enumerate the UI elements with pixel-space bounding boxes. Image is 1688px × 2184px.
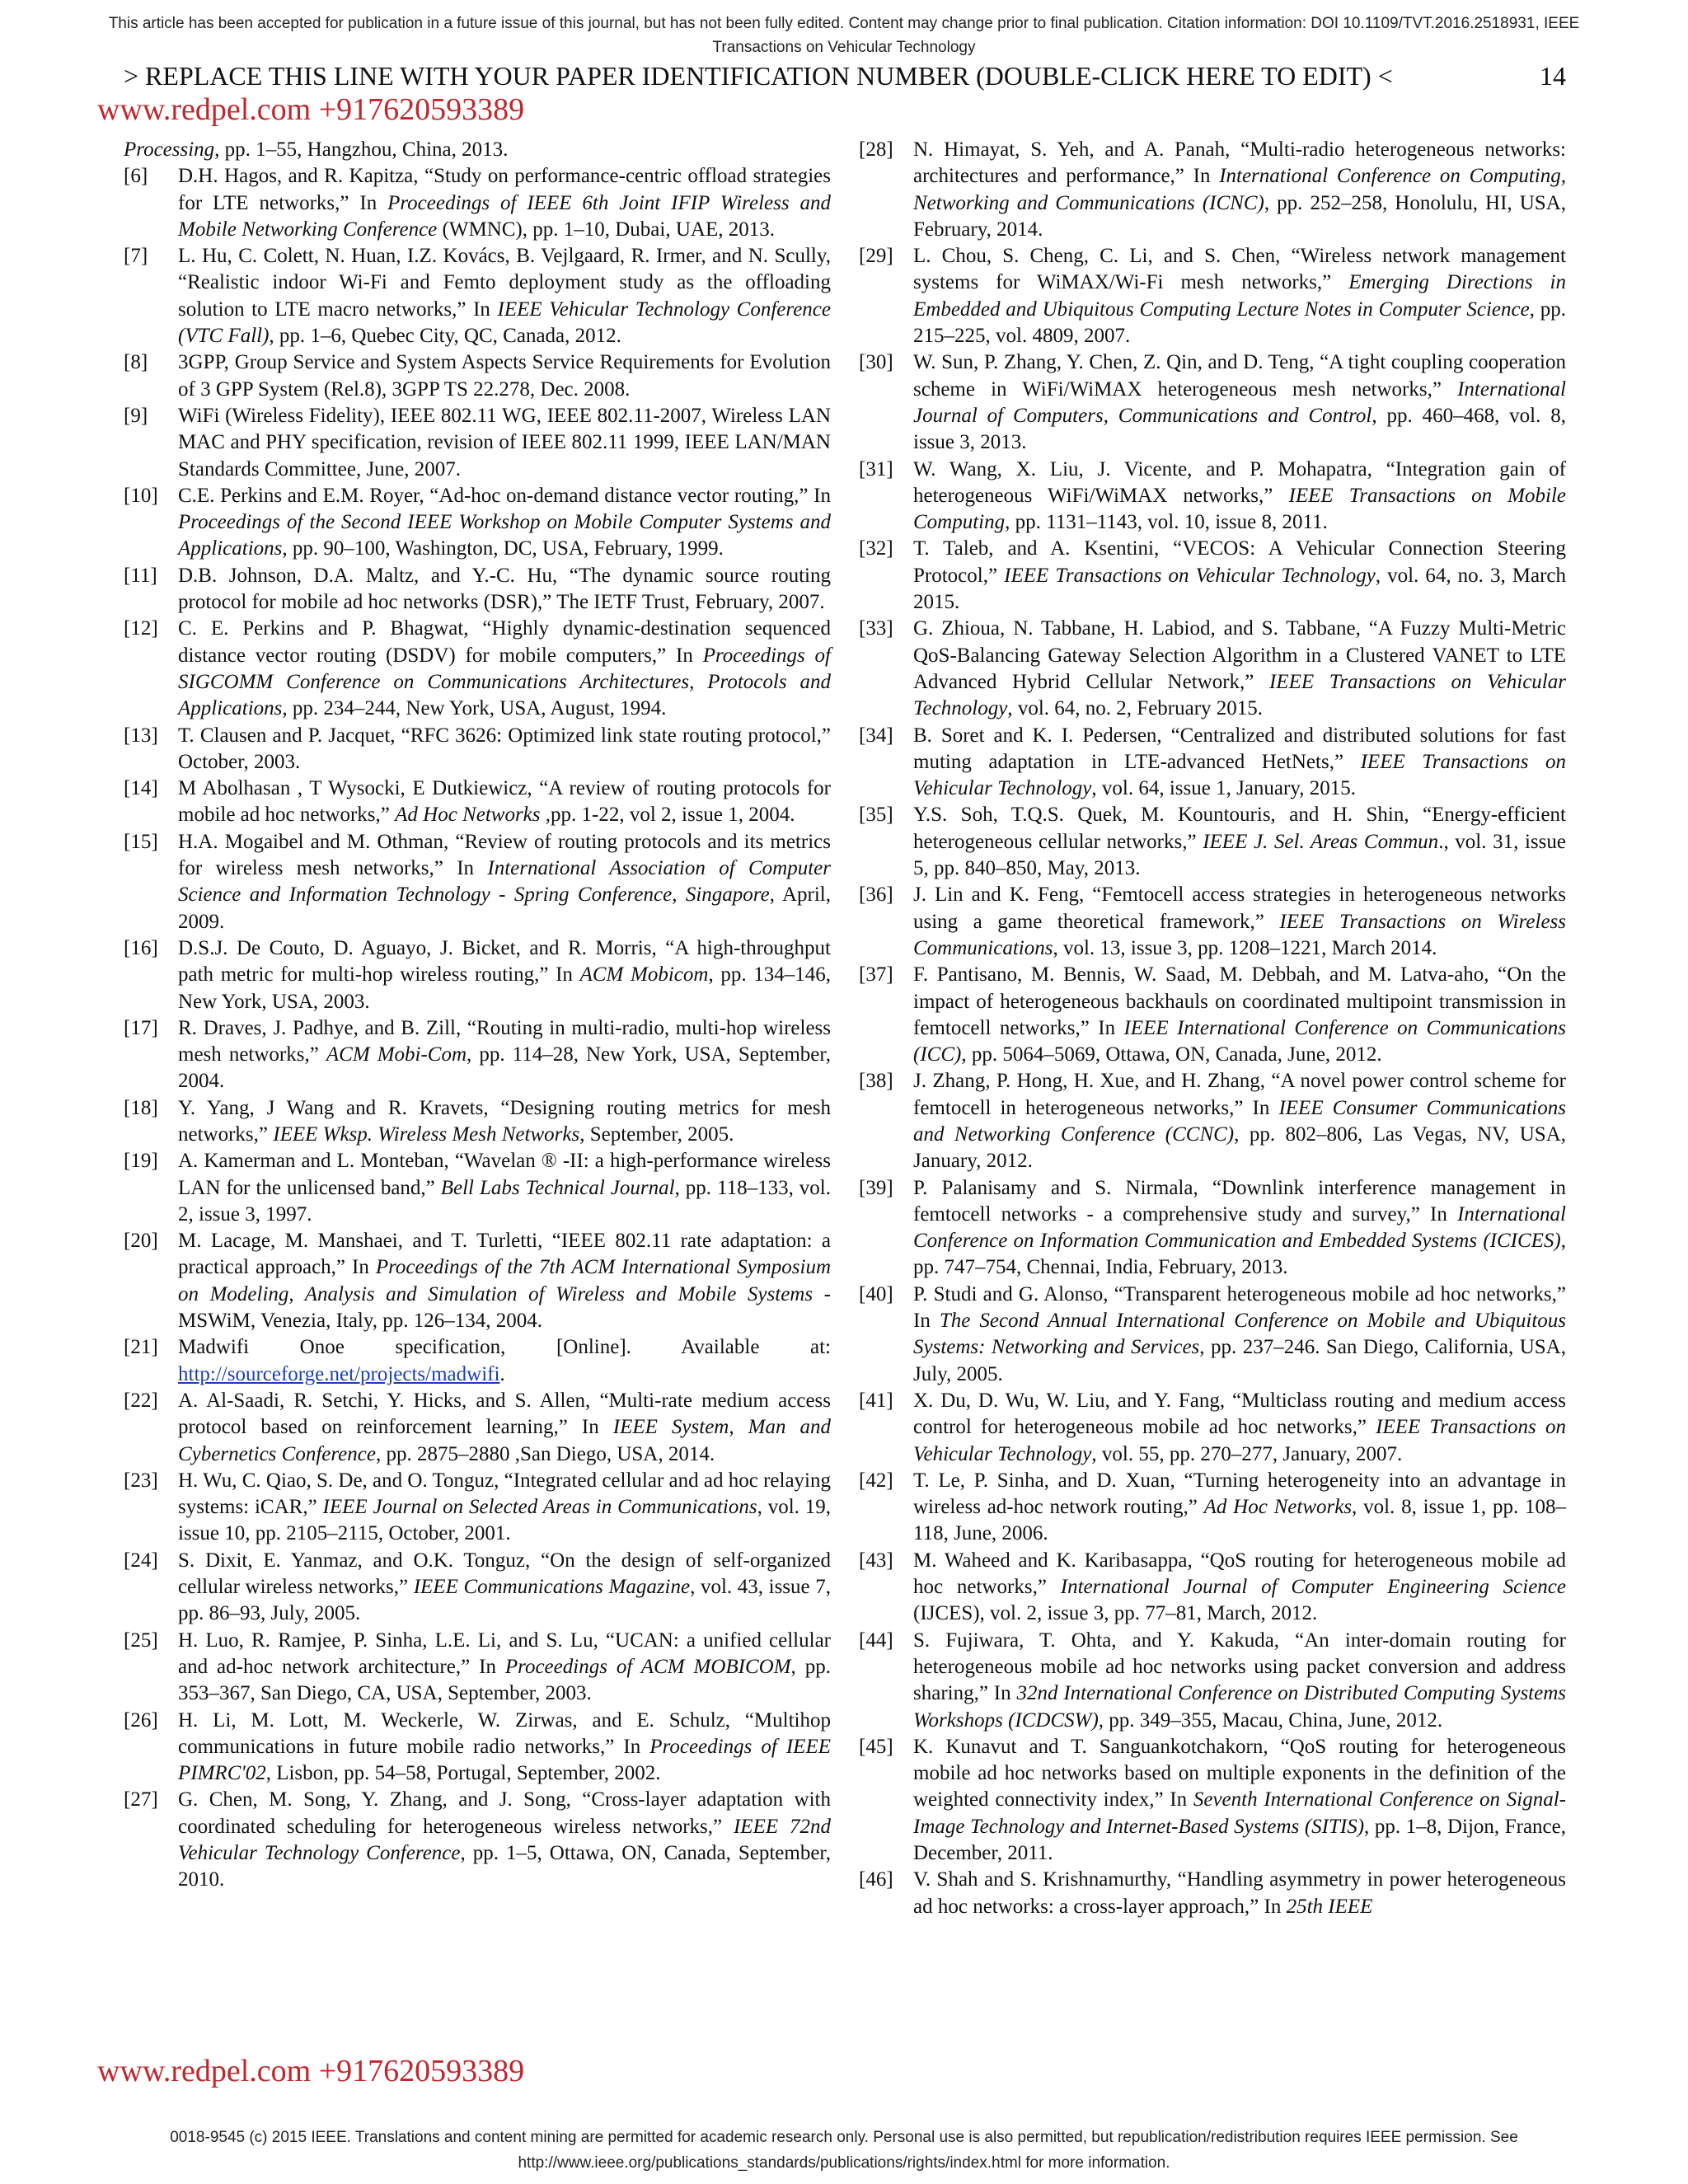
reference-number: [27] [124,1788,158,1811]
reference-number: [21] [124,1336,158,1359]
reference-item [859,1468,1566,1548]
reference-details: , September, 2005. [579,1122,734,1146]
reference-venue: IEEE Transactions on Vehicular Technology [913,750,1567,800]
reference-details: , vol. 64, no. 3, March 2015. [913,564,1566,614]
reference-details: , pp. 252–258, Honolulu, HI, USA, February, 2014. [913,191,1567,241]
reference-details: , vol. 64, issue 1, January, 2015. [1091,777,1356,800]
reference-number: [13] [124,724,158,747]
top-notice [0,12,1688,59]
reference-number: [40] [859,1282,893,1305]
reference-venue: IEEE J. Sel. Areas Commun [1203,830,1439,853]
reference-text: WiFi (Wireless Fidelity), IEEE 802.11 WG, IEEE 802.11-2007, Wireless LAN MAC and PHY specification, revision of IEEE 802.11 1999, IEEE LAN/MAN Standards Committee, June, 2007. [178,404,831,480]
reference-item [124,1787,831,1893]
reference-venue: IEEE Journal on Selected Areas in Communications [322,1496,757,1519]
reference-link[interactable]: http://sourceforge.net/projects/madwifi [178,1362,500,1385]
reference-text: P. Studi and G. Alonso, “Transparent heterogeneous mobile ad hoc networks,” In [913,1282,1566,1333]
reference-text: D.H. Hagos, and R. Kapitza, “Study on performance-centric offload strategies for LTE networks,” In [178,165,831,214]
reference-item [859,1734,1566,1867]
reference-number: [12] [124,617,158,640]
reference-venue: IEEE International Conference on Communications (ICC) [913,1016,1566,1066]
reference-item [124,1388,831,1468]
reference-details: , April, 2009. [178,883,831,933]
reference-venue: Emerging Directions in Embedded and Ubiquitous Computing Lecture Notes in Computer Science [913,271,1567,321]
reference-item [859,1548,1566,1628]
reference-details: , pp. 114–28, New York, USA, September, 2004. [178,1043,831,1093]
reference-text: G. Chen, M. Song, Y. Zhang, and J. Song, “Cross-layer adaptation with coordinated scheduling for heterogeneous wireless networks,” [178,1788,831,1838]
reference-venue: IEEE Vehicular Technology Conference (VTC Fall) [178,298,831,348]
reference-venue: International Conference on Computing, Networking and Communications (ICNC) [913,165,1566,214]
reference-item [859,457,1566,537]
reference-number: [31] [859,457,893,480]
reference-item [859,1282,1566,1388]
reference-text: J. Zhang, P. Hong, H. Xue, and H. Zhang, “A novel power control scheme for femtocell in heterogeneous networks,” In [913,1070,1566,1119]
reference-details: , vol. 13, issue 3, pp. 1208–1221, March 2014. [1053,936,1437,959]
reference-item [859,962,1566,1068]
reference-text: R. Draves, J. Padhye, and B. Zill, “Routing in multi-radio, multi-hop wireless mesh networks,” [178,1016,831,1066]
reference-details: , vol. 8, issue 1, pp. 108–118, June, 2006. [913,1496,1566,1545]
reference-text: B. Soret and K. I. Pedersen, “Centralized and distributed solutions for fast muting adaptation in LTE-advanced HetNets,” [913,724,1566,773]
reference-text: H. Wu, C. Qiao, S. De, and O. Tonguz, “Integrated cellular and ad hoc relaying systems: iCAR,” [178,1469,831,1519]
reference-item [124,1228,831,1334]
footer-line-1: 0018-9545 (c) 2015 IEEE. Translations and content mining are permitted for academic research only. Personal use is also permitted, but republication/redistribution requires IEEE permission. See [170,2129,1518,2146]
reference-venue: International Journal of Computer Engineering Science [1060,1576,1566,1599]
reference-details: , pp. 118–133, vol. 2, issue 3, 1997. [178,1176,831,1226]
reference-venue: IEEE Consumer Communications and Networking Conference (CCNC) [913,1096,1566,1146]
reference-venue: IEEE Wksp. Wireless Mesh Networks [273,1122,580,1146]
reference-venue: Ad Hoc Networks [1203,1496,1353,1519]
references-right-column [859,137,1566,1920]
reference-text: Madwifi Onoe specification, [Online]. Available at: [178,1336,831,1359]
reference-text: L. Chou, S. Cheng, C. Li, and S. Chen, “Wireless network management systems for WiMAX/Wi-Fi mesh networks,” [913,245,1566,294]
reference-item [859,1388,1566,1468]
reference-number: [14] [124,777,158,800]
reference-item [124,1708,831,1788]
reference-details: , pp. 1–5, Ottawa, ON, Canada, September, 2010. [178,1842,831,1891]
reference-item [859,1068,1566,1174]
reference-item [124,403,831,483]
top-notice-line-1: This article has been accepted for publication in a future issue of this journal, but has not been fully edited. Content may change prior to final publication. Citation information: DOI 10.1109/TVT.2016.2518931, IEEE [108,15,1580,32]
reference-continuation [124,137,831,163]
reference-details: , pp. 215–225, vol. 4809, 2007. [913,298,1567,348]
reference-item [124,935,831,1015]
reference-details: , Lisbon, pp. 54–58, Portugal, September, 2002. [265,1762,661,1785]
reference-item [124,1334,831,1388]
continuation-rest: , pp. 1–55, Hangzhou, China, 2013. [214,138,509,161]
reference-details: , pp. 234–244, New York, USA, August, 1994. [282,697,667,720]
reference-number: [16] [124,936,158,959]
reference-text: G. Zhioua, N. Tabbane, H. Labiod, and S. Tabbane, “A Fuzzy Multi-Metric QoS-Balancing Gateway Selection Algorithm in a Clustered VANET to LTE Advanced Hybrid Cellular Network,” [913,617,1566,693]
reference-number: [19] [124,1150,158,1173]
reference-details: , pp. 134–146, New York, USA, 2003. [178,963,832,1013]
reference-number: [20] [124,1230,158,1253]
reference-text: M. Lacage, M. Manshaei, and T. Turletti, “IEEE 802.11 rate adaptation: a practical approach,” In [178,1230,831,1279]
reference-number: [41] [859,1389,893,1412]
reference-text: T. Le, P. Sinha, and D. Xuan, “Turning heterogeneity into an advantage in wireless ad-hoc network routing,” [913,1469,1566,1519]
footer-notice [0,2125,1688,2176]
reference-venue: International Association of Computer Science and Information Technology - Spring Conference, Singapore [178,857,831,907]
reference-number: [33] [859,617,893,640]
reference-venue: IEEE Transactions on Vehicular Technology [913,670,1566,720]
reference-details: , pp. 2875–2880 ,San Diego, USA, 2014. [375,1442,715,1465]
reference-number: [11] [124,564,157,587]
reference-text: C.E. Perkins and E.M. Royer, “Ad-hoc on-demand distance vector routing,” In [178,484,831,507]
reference-number: [39] [859,1176,893,1199]
reference-venue: Bell Labs Technical Journal [440,1176,675,1199]
reference-details: , vol. 43, issue 7, pp. 86–93, July, 2005. [178,1576,831,1625]
reference-item [859,536,1566,616]
reference-venue: IEEE System, Man and Cybernetics Conference [178,1416,831,1465]
reference-details: - MSWiM, Venezia, Italy, pp. 126–134, 2004. [178,1282,831,1333]
reference-item [124,1095,831,1149]
reference-number: [42] [859,1469,893,1492]
reference-venue: Proceedings of the 7th ACM International Symposium on Modeling, Analysis and Simulation of Wireless and Mobile Systems [178,1256,831,1305]
reference-text: D.B. Johnson, D.A. Maltz, and Y.-C. Hu, “The dynamic source routing protocol for mobile ad hoc networks (DSR),” The IETF Trust, February, 2007. [178,564,831,614]
reference-number: [43] [859,1549,893,1572]
reference-number: [37] [859,963,893,987]
reference-number: [28] [859,138,893,161]
reference-text: L. Hu, C. Colett, N. Huan, I.Z. Kovács, B. Vejlgaard, R. Irmer, and N. Scully, “Realistic indoor Wi-Fi and Femto deployment study as the offloading solution to LTE macro networks,” In [178,245,831,321]
reference-venue: IEEE Transactions on Wireless Communications [913,910,1566,959]
reference-text: H.A. Mogaibel and M. Othman, “Review of routing protocols and its metrics for wireless mesh networks,” In [178,830,831,880]
reference-text: H. Li, M. Lott, M. Weckerle, W. Zirwas, and E. Schulz, “Multihop communications in future mobile radio networks,” In [178,1708,831,1758]
reference-text: W. Wang, X. Liu, J. Vicente, and P. Mohapatra, “Integration gain of heterogeneous WiFi/WiMAX networks,” [913,457,1566,507]
reference-item [859,1175,1566,1282]
header-title: > REPLACE THIS LINE WITH YOUR PAPER IDENTIFICATION NUMBER (DOUBLE-CLICK HERE TO EDIT) < [124,61,1393,91]
reference-details: (IJCES), vol. 2, issue 3, pp. 77–81, March, 2012. [913,1602,1318,1625]
reference-venue: 32nd International Conference on Distributed Computing Systems Workshops (ICDCSW) [913,1682,1566,1732]
reference-text: S. Fujiwara, T. Ohta, and Y. Kakuda, “An inter-domain routing for heterogeneous mobile ad hoc networks using packet conversion and address sharing,” In [913,1629,1566,1705]
reference-number: [9] [124,404,148,427]
reference-details: , pp. 802–806, Las Vegas, NV, USA, January, 2012. [913,1122,1567,1173]
reference-item [124,563,831,616]
reference-item [859,616,1566,722]
reference-number: [24] [124,1549,158,1572]
reference-venue: Proceedings of SIGCOMM Conference on Communications Architectures, Protocols and Applications [178,644,831,720]
reference-details: , pp. 1–6, Quebec City, QC, Canada, 2012. [269,325,621,348]
reference-venue: Proceedings of the Second IEEE Workshop on Mobile Computer Systems and Applications [178,511,831,560]
reference-item [124,1628,831,1708]
watermark-bottom: www.redpel.com +917620593389 [97,2054,525,2088]
reference-venue: IEEE 72nd Vehicular Technology Conference [178,1815,831,1864]
reference-details: , vol. 19, issue 10, pp. 2105–2115, October, 2001. [178,1496,831,1545]
reference-details: (WMNC), pp. 1–10, Dubai, UAE, 2013. [437,218,775,241]
reference-venue: International Journal of Computers, Communications and Control [913,377,1566,427]
reference-venue: IEEE Transactions on Mobile Computing [913,484,1566,534]
reference-item [859,882,1566,962]
reference-number: [45] [859,1735,893,1758]
reference-text: X. Du, D. Wu, W. Liu, and Y. Fang, “Multiclass routing and medium access control for heterogeneous mobile ad hoc networks,” [913,1389,1566,1439]
reference-details: , vol. 64, no. 2, February 2015. [1007,697,1264,720]
reference-text: Y. Yang, J Wang and R. Kravets, “Designing routing metrics for mesh networks,” [178,1096,831,1146]
reference-item [859,349,1566,456]
reference-item [124,349,831,403]
reference-number: [35] [859,804,893,827]
reference-text: M Abolhasan , T Wysocki, E Dutkiewicz, “A review of routing protocols for mobile ad hoc networks,” [178,777,831,827]
reference-details: , pp. 1131–1143, vol. 10, issue 8, 2011. [1005,511,1328,534]
reference-number: [7] [124,245,148,268]
reference-details: , vol. 55, pp. 270–277, January, 2007. [1091,1442,1403,1465]
reference-number: [18] [124,1096,158,1119]
reference-item [859,723,1566,803]
reference-item [859,1628,1566,1734]
page-number: 14 [1540,61,1566,91]
reference-number: [15] [124,830,158,853]
reference-venue: IEEE Communications Magazine [413,1576,691,1599]
reference-venue: Proceedings of IEEE PIMRC'02 [178,1735,831,1785]
reference-number: [32] [859,537,893,560]
reference-text: V. Shah and S. Krishnamurthy, “Handling asymmetry in power heterogeneous ad hoc networks: a cross-layer approach,” In [913,1868,1566,1918]
reference-item [859,137,1566,243]
reference-details: , pp. 747–754, Chennai, India, February, 2013. [913,1230,1566,1279]
reference-text: M. Waheed and K. Karibasappa, “QoS routing for heterogeneous mobile ad hoc networks,” [913,1549,1566,1599]
reference-venue: IEEE Transactions on Vehicular Technology [913,1416,1566,1465]
reference-details: , pp. 90–100, Washington, DC, USA, February, 1999. [282,537,724,560]
reference-item [124,243,831,349]
reference-details: , pp. 237–246. San Diego, California, USA, July, 2005. [913,1336,1566,1385]
reference-item [124,163,831,243]
reference-item [124,616,831,722]
reference-item [859,243,1566,349]
reference-number: [36] [859,883,893,907]
reference-text: N. Himayat, S. Yeh, and A. Panah, “Multi-radio heterogeneous networks: architectures and performance,” In [913,138,1566,188]
reference-number: [38] [859,1070,893,1093]
footer-line-2: http://www.ieee.org/publications_standards/publications/rights/index.html for more information. [518,2154,1170,2172]
reference-item [124,776,831,829]
reference-text: A. Al-Saadi, R. Setchi, Y. Hicks, and S. Allen, “Multi-rate medium access protocol based on reinforcement learning,” In [178,1389,831,1439]
reference-venue: Proceedings of ACM MOBICOM [504,1655,791,1678]
reference-item [859,1867,1566,1920]
reference-venue: The Second Annual International Conference on Mobile and Ubiquitous Systems: Networking and Services [913,1310,1567,1359]
reference-venue: International Conference on Information Communication and Embedded Systems (ICICES) [913,1202,1566,1253]
reference-details: , pp. 1–8, Dijon, France, December, 2011. [913,1815,1567,1864]
reference-text: P. Palanisamy and S. Nirmala, “Downlink interference management in femtocell networks - a comprehensive study and survey,” In [913,1176,1566,1226]
reference-text: W. Sun, P. Zhang, Y. Chen, Z. Qin, and D. Teng, “A tight coupling cooperation scheme in WiFi/WiMAX heterogeneous mesh networks,” [913,351,1566,401]
reference-number: [29] [859,245,893,268]
reference-text: J. Lin and K. Feng, “Femtocell access strategies in heterogeneous networks using a game theoretical framework,” [913,883,1566,933]
reference-item [124,1015,831,1095]
reference-venue: ACM Mobi-Com [326,1043,467,1066]
reference-number: [17] [124,1016,158,1039]
reference-details: , pp. 460–468, vol. 8, issue 3, 2013. [913,404,1566,454]
reference-text: A. Kamerman and L. Monteban, “Wavelan ® -II: a high-performance wireless LAN for the unlicensed band,” [178,1150,831,1199]
reference-text: Y.S. Soh, T.Q.S. Quek, M. Kountouris, and H. Shin, “Energy-efficient heterogeneous cellular networks,” [913,804,1566,853]
reference-venue: Ad Hoc Networks [395,804,541,827]
reference-number: [6] [124,165,148,188]
reference-item [124,723,831,776]
reference-venue: 25th IEEE [1286,1895,1373,1918]
reference-text: K. Kunavut and T. Sanguankotchakorn, “QoS routing for heterogeneous mobile ad hoc networks based on multiple exponents in the definition of the weighted connectivity index,” In [913,1735,1566,1811]
reference-item [124,1468,831,1548]
reference-item [124,1548,831,1628]
reference-item [859,802,1566,882]
reference-number: [10] [124,484,158,507]
reference-number: [8] [124,351,148,374]
reference-item [124,1148,831,1228]
reference-details: ,pp. 1-22, vol 2, issue 1, 2004. [540,804,795,827]
reference-text: S. Dixit, E. Yanmaz, and O.K. Tonguz, “On the design of self-organized cellular wireless networks,” [178,1549,831,1599]
reference-number: [44] [859,1629,893,1652]
reference-details: ., vol. 31, issue 5, pp. 840–850, May, 2013. [913,830,1566,880]
reference-venue: ACM Mobicom [579,963,709,987]
reference-number: [26] [124,1708,158,1732]
reference-venue: Seventh International Conference on Signal-Image Technology and Internet-Based Systems (SITIS) [913,1788,1566,1838]
reference-number: [25] [124,1629,158,1652]
reference-venue: IEEE Transactions on Vehicular Technology [1004,564,1376,587]
reference-venue: Proceedings of IEEE 6th Joint IFIP Wireless and Mobile Networking Conference [178,191,831,241]
reference-details: , pp. 5064–5069, Ottawa, ON, Canada, June, 2012. [961,1043,1382,1066]
references-left-column [124,137,831,1894]
reference-text: F. Pantisano, M. Bennis, W. Saad, M. Debbah, and M. Latva-aho, “On the impact of heterogeneous backhauls on coordinated multipoint transmission in femtocell networks,” In [913,963,1566,1039]
continuation-italic: Processing [124,138,215,161]
reference-text: C. E. Perkins and P. Bhagwat, “Highly dynamic-destination sequenced distance vector routing (DSDV) for mobile computers,” In [178,617,831,667]
reference-text: D.S.J. De Couto, D. Aguayo, J. Bicket, and R. Morris, “A high-throughput path metric for multi-hop wireless routing,” In [178,936,831,987]
reference-text: T. Clausen and P. Jacquet, “RFC 3626: Optimized link state routing protocol,” October, 2003. [178,724,831,773]
reference-details: , pp. 349–355, Macau, China, June, 2012. [1098,1708,1443,1732]
reference-details: . [499,1362,505,1385]
reference-text: 3GPP, Group Service and System Aspects Service Requirements for Evolution of 3 GPP System (Rel.8), 3GPP TS 22.278, Dec. 2008. [178,351,831,401]
reference-number: [30] [859,351,893,374]
reference-text: T. Taleb, and A. Ksentini, “VECOS: A Vehicular Connection Steering Protocol,” [913,537,1566,587]
reference-number: [23] [124,1469,158,1492]
watermark-top: www.redpel.com +917620593389 [97,92,525,127]
top-notice-line-2: Transactions on Vehicular Technology [712,39,976,56]
reference-text: H. Luo, R. Ramjee, P. Sinha, L.E. Li, and S. Lu, “UCAN: a unified cellular and ad-hoc network architecture,” In [178,1629,831,1678]
reference-number: [34] [859,724,893,747]
reference-details: , pp. 353–367, San Diego, CA, USA, September, 2003. [178,1655,831,1705]
reference-number: [22] [124,1389,158,1412]
reference-number: [46] [859,1868,893,1891]
reference-item [124,829,831,935]
reference-item [124,483,831,563]
